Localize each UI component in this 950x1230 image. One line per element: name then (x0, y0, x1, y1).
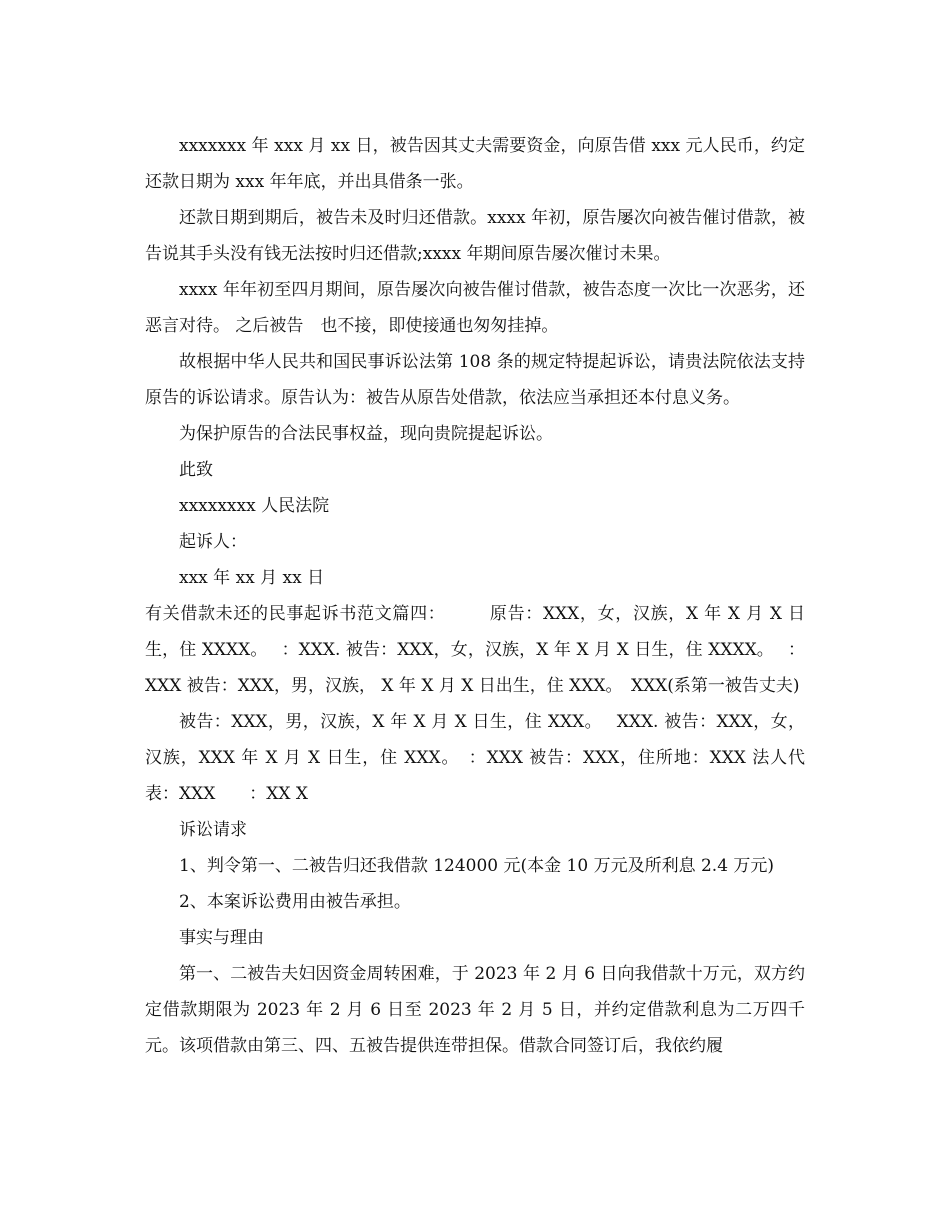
paragraph-legal-basis: 故根据中华人民共和国民事诉讼法第 108 条的规定特提起诉讼，请贵法院依法支持原告的诉讼请求。原告认为：被告从原告处借款，依法应当承担还本付息义务。 (145, 352, 805, 408)
section-heading-facts: 事实与理由 (179, 928, 264, 948)
document-body (145, 128, 805, 1064)
claim-item-2: 2、本案诉讼费用由被告承担。 (179, 892, 411, 912)
additional-defendants: 被告：XXX，男，汉族，X 年 X 月 X 日生，住 XXX。 XXX. 被告：XXX，女，汉族，XXX 年 X 月 X 日生，住 XXX。 ：XXX 被告：XXX，住所地：XXX 法人代表：XXX ：XX X (145, 712, 805, 804)
paragraph-loan-facts: xxxxxxx 年 xxx 月 xx 日，被告因其丈夫需要资金，向原告借 xxx 元人民币，约定还款日期为 xxx 年年底，并出具借条一张。 (145, 136, 805, 192)
paragraph-repeated-demands: xxxx 年年初至四月期间，原告屡次向被告催讨借款，被告态度一次比一次恶劣，还恶言对待。 之后被告 也不接，即使接通也匆匆挂掉。 (145, 280, 805, 336)
court-name: xxxxxxxx 人民法院 (179, 496, 330, 516)
claim-item-1: 1、判令第一、二被告归还我借款 124000 元(本金 10 万元及所利息 2.4 万元) (179, 856, 775, 876)
paragraph-facts-and-reasons: 第一、二被告夫妇因资金周转困难，于 2023 年 2 月 6 日向我借款十万元，双方约定借款期限为 2023 年 2 月 6 日至 2023 年 2 月 5 日，并约定借款利息为二万四千元。该项借款由第三、四、五被告提供连带担保。借款合同签订后，我依约履 (145, 964, 805, 1056)
paragraph-repayment-overdue: 还款日期到期后，被告未及时归还借款。xxxx 年初，原告屡次向被告催讨借款，被告说其手头没有钱无法按时归还借款;xxxx 年期间原告屡次催讨未果。 (145, 208, 805, 264)
plaintiff-signature-label: 起诉人： (179, 532, 247, 552)
salutation: 此致 (179, 460, 213, 480)
section-heading-claims: 诉讼请求 (179, 820, 247, 840)
filing-date: xxx 年 xx 月 xx 日 (179, 568, 325, 588)
sample-four-parties: 有关借款未还的民事起诉书范文篇四： 原告：XXX，女，汉族，X 年 X 月 X 日生，住 XXXX。 ：XXX. 被告：XXX，女，汉族，X 年 X 月 X 日生，住 XXXX。 ：XXX 被告：XXX，男，汉族， X 年 X 月 X 日出生，住 XXX。 XXX(系第一被告丈夫) (145, 604, 805, 696)
paragraph-filing-purpose: 为保护原告的合法民事权益，现向贵院提起诉讼。 (179, 424, 553, 444)
